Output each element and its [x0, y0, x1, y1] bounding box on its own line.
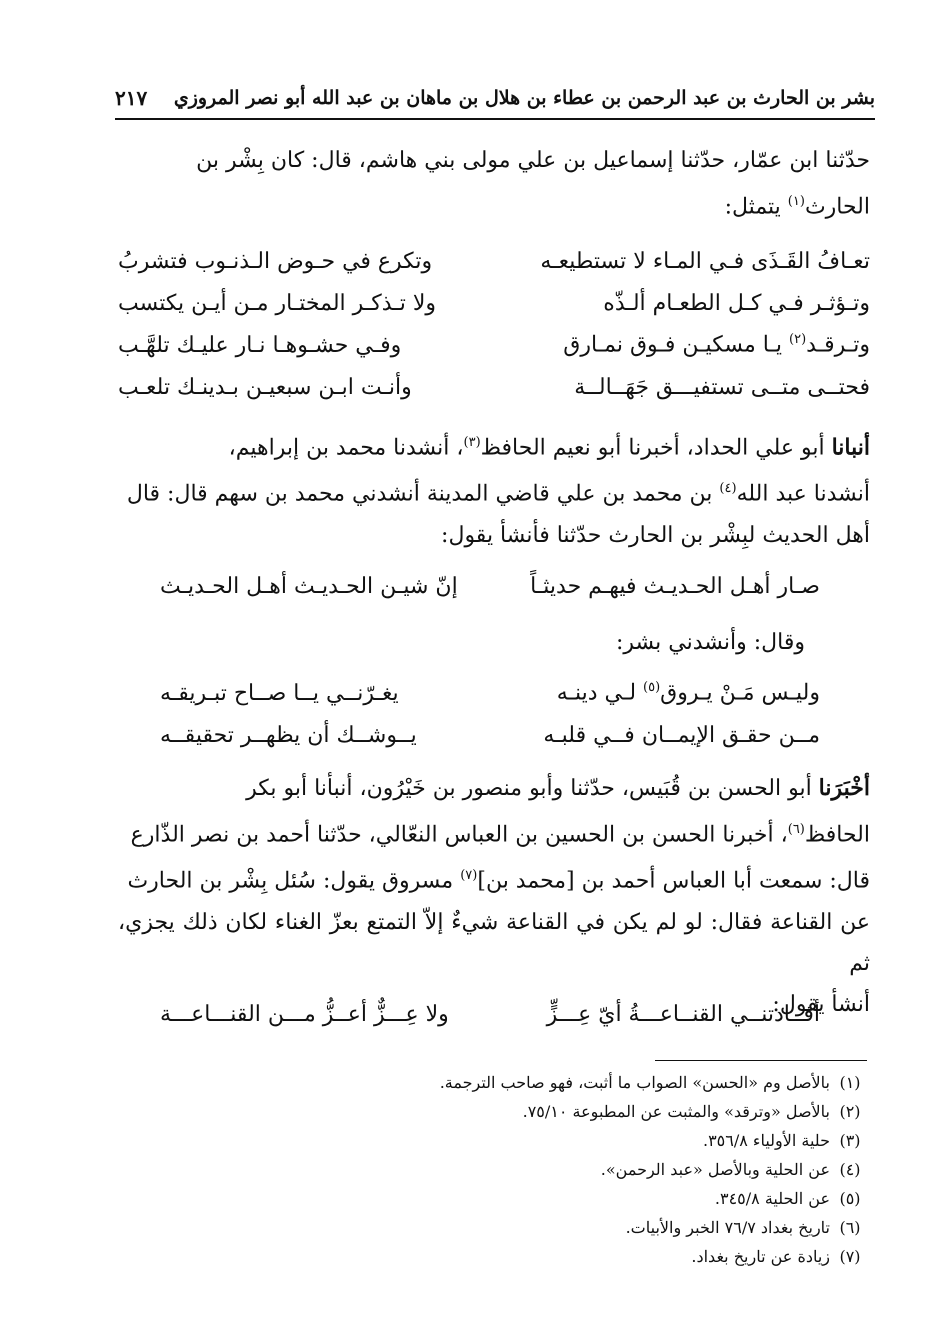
second-hemistich: يغـرّنــي يــا صــاح تبـريقـه [160, 680, 399, 706]
footnote [118, 1242, 870, 1271]
footnotes [118, 1068, 870, 1271]
footnote-ref: (٥) [643, 680, 661, 696]
poem-verse [118, 366, 870, 408]
second-hemistich: ولا تـذكـر المختـار مـن أيـن يكتسب [118, 290, 437, 316]
poem-1 [118, 240, 870, 408]
paragraph-1 [118, 140, 870, 227]
first-hemistich [500, 680, 820, 705]
footnote [118, 1068, 870, 1097]
footnote-number: (٣) [839, 1131, 861, 1150]
text-span: أبو علي الحداد، أخبرنا أبو نعيم الحافظ [480, 435, 832, 461]
second-hemistich: وتكرع في حـوض الـذنـوب فتشربُ [118, 248, 433, 274]
text-span: ، أنشدنا محمد بن إبراهيم، [228, 435, 464, 461]
text-line [118, 855, 870, 901]
footnote-text: بالأصل «وترقد» والمثبت عن المطبوعة ٧٥/١٠. [522, 1102, 830, 1121]
first-hemistich [520, 332, 870, 357]
footnote-ref: (٣) [463, 435, 481, 450]
first-hemistich: تعـافُ القَـذَى فـي المـاء لا تستطيعـه [540, 248, 870, 274]
footnote-text: تاريخ بغداد ٧٦/٧ الخبر والأبيات. [625, 1218, 830, 1237]
text-span: أبو الحسن بن قُبَيس، حدّثنا وأبو منصور بن خَيْرُون، أنبأنا أبو بكر [246, 776, 819, 801]
text-span: الحارث [804, 194, 870, 220]
text-span: مسروق يقول: سُئل بِشْر بن الحارث [127, 868, 461, 894]
second-hemistich: ولا عِـــزٌّ أعــزُّ مـــن القنـــاعـــة [160, 1001, 449, 1027]
footnote-ref: (٦) [787, 822, 805, 837]
footnote-number: (٧) [839, 1247, 861, 1266]
footnote [118, 1184, 870, 1213]
text-span: وتـرقـد [806, 332, 870, 358]
second-hemistich: وفـي حشـوهـا نـار عليـك تلهَّـب [118, 332, 402, 358]
footnote-ref: (٧) [460, 868, 478, 884]
footnote-text: زيادة عن تاريخ بغداد. [691, 1247, 830, 1266]
page-header [115, 78, 875, 120]
second-hemistich: وأنـت ابـن سبعيـن بـدينـك تلعـب [118, 374, 412, 400]
paragraph-2 [118, 422, 870, 556]
text-line [118, 809, 870, 855]
text-line: أنشأ يقول: [772, 991, 870, 1017]
paragraph-3 [118, 622, 870, 663]
page-number: ٢١٧ [115, 86, 148, 110]
poem-verse [160, 672, 820, 714]
text-span: وليـس مَـنْ يـروق [660, 680, 820, 706]
first-hemistich: صـار أهـل الحـديـث فيهـم حديثـاً [530, 573, 820, 599]
poem-2 [160, 565, 820, 607]
poem-verse [160, 993, 820, 1035]
footnote-text: حلية الأولياء ٣٥٦/٨. [702, 1131, 830, 1150]
poem-4 [160, 993, 820, 1035]
second-hemistich: يــوشــك أن يظهــر تحقيقــه [160, 722, 417, 748]
text-line: أهل الحديث لبِشْر بن الحارث حدّثنا فأنشأ يقول: [441, 522, 870, 548]
poem-verse [160, 714, 820, 756]
footnote-text: بالأصل وم «الحسن» الصواب ما أثبت، فهو صاحب الترجمة. [439, 1073, 830, 1092]
footnote-ref: (١) [787, 194, 805, 209]
text-line [118, 181, 870, 227]
text-span: قال: سمعت أبا العباس أحمد بن [محمد بن] [477, 868, 870, 894]
text-line: عن القناعة فقال: لو لم يكن في القناعة شيءٌ إلاّ التمتع بعزّ الغناء لكان ذلك يجزي، ثم [118, 909, 870, 976]
paragraph-lead: أنبانا [831, 434, 870, 461]
first-hemistich: وتـؤثـر فـي كـل الطعـام ألـذّه [603, 290, 870, 316]
text-line: حدّثنا ابن عمّار، حدّثنا إسماعيل بن علي مولى بني هاشم، قال: كان بِشْر بن [196, 148, 870, 173]
text-span: الحافظ [804, 822, 870, 848]
footnote-divider [655, 1060, 867, 1061]
first-hemistich: مــن حقـق الإيمــان فــي قلبـه [543, 722, 820, 748]
footnote [118, 1126, 870, 1155]
footnote-number: (١) [839, 1073, 861, 1092]
footnote-number: (٥) [839, 1189, 861, 1208]
footnote-text: عن الحلية وبالأصل «عبد الرحمن». [600, 1160, 830, 1179]
running-title: بشر بن الحارث بن عبد الرحمن بن عطاء بن هلال بن ماهان بن عبد الله أبو نصر المروزي [173, 87, 875, 109]
footnote [118, 1213, 870, 1242]
text-span: بن محمد بن علي قاضي المدينة أنشدني محمد بن سهم قال: قال [126, 481, 720, 507]
first-hemistich: فحتــى متــى تستفيـــق جَهَــالــة [574, 374, 870, 400]
second-hemistich: إنّ شيـن الحـديـث أهـل الحـديـث [160, 573, 458, 599]
paragraph-4 [118, 768, 870, 1025]
footnote-ref: (٢) [789, 332, 807, 348]
poem-verse [118, 282, 870, 324]
text-line [118, 422, 870, 468]
text-line [118, 768, 870, 809]
poem-verse [118, 240, 870, 282]
paragraph-lead: أخْبَرَنا [818, 775, 870, 801]
text-span: ، أخبرنا الحسن بن الحسين بن العباس النعّالي، حدّثنا أحمد بن نصر الذّارع [130, 822, 788, 848]
poem-3 [160, 672, 820, 756]
footnote-ref: (٤) [719, 481, 737, 497]
text-span: يتمثل: [724, 194, 788, 220]
footnote [118, 1097, 870, 1126]
poem-verse [160, 565, 820, 607]
poem-verse [118, 324, 870, 366]
footnote-number: (٦) [839, 1218, 861, 1237]
text-line [118, 468, 870, 514]
text-span: أنشدنا عبد الله [736, 481, 870, 507]
text-line: وقال: وأنشدني بشر: [615, 630, 805, 655]
footnote-text: عن الحلية ٣٤٥/٨. [714, 1189, 830, 1208]
footnote [118, 1155, 870, 1184]
footnote-number: (٤) [839, 1160, 861, 1179]
text-span: لـي دينـه [556, 680, 644, 706]
footnote-number: (٢) [839, 1102, 861, 1121]
first-hemistich: أفــادتنــي القنــاعـــةُ أيّ عِـــزٍّ [546, 1001, 820, 1027]
text-span: يـا مسكيـن فـوق نمـارق [563, 332, 790, 358]
